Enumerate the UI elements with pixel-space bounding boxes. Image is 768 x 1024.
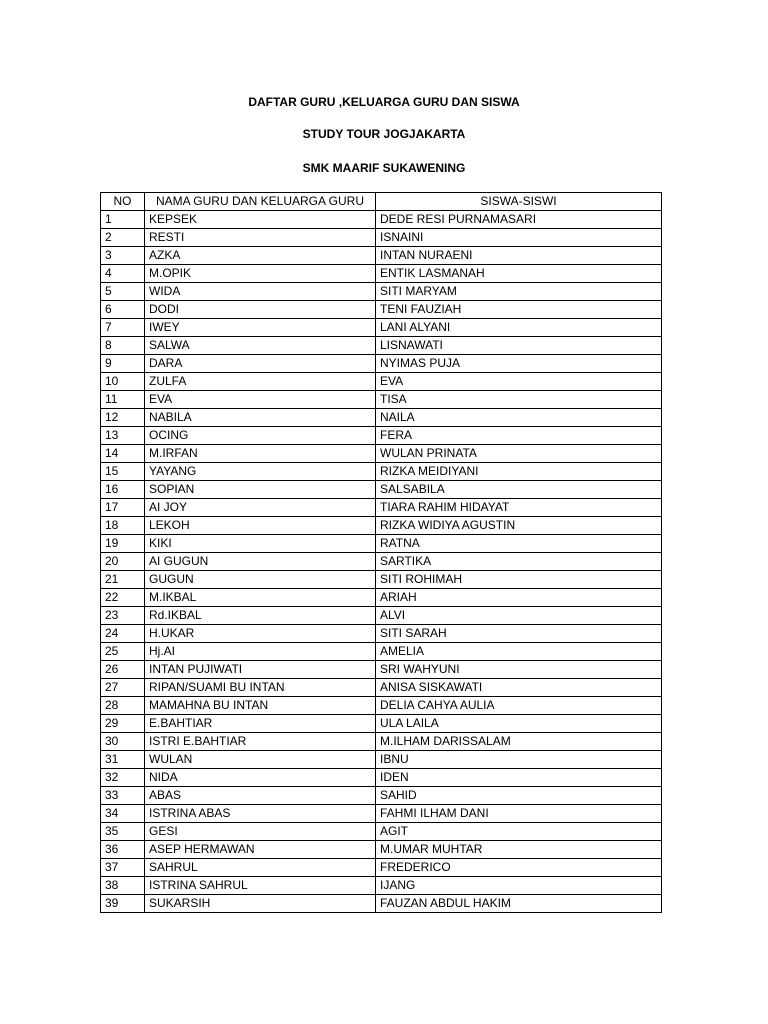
siswa-name-cell: SAHID (376, 787, 662, 805)
table-row (101, 319, 662, 337)
table-header-row (101, 193, 662, 211)
siswa-name-cell: SALSABILA (376, 481, 662, 499)
table-row (101, 661, 662, 679)
siswa-name-cell: M.ILHAM DARISSALAM (376, 733, 662, 751)
table-row (101, 859, 662, 877)
table-row (101, 823, 662, 841)
siswa-name-cell: IBNU (376, 751, 662, 769)
row-number-cell: 8 (101, 337, 145, 355)
table-row (101, 679, 662, 697)
table-row (101, 229, 662, 247)
guru-name-cell: GESI (145, 823, 376, 841)
table-row (101, 301, 662, 319)
table-row (101, 283, 662, 301)
siswa-name-cell: SARTIKA (376, 553, 662, 571)
siswa-name-cell: ENTIK LASMANAH (376, 265, 662, 283)
siswa-name-cell: ULA LAILA (376, 715, 662, 733)
guru-name-cell: ABAS (145, 787, 376, 805)
table-row (101, 715, 662, 733)
siswa-name-cell: RIZKA WIDIYA AGUSTIN (376, 517, 662, 535)
row-number-cell: 7 (101, 319, 145, 337)
row-number-cell: 2 (101, 229, 145, 247)
table-row (101, 769, 662, 787)
row-number-cell: 16 (101, 481, 145, 499)
guru-name-cell: KIKI (145, 535, 376, 553)
siswa-name-cell: FREDERICO (376, 859, 662, 877)
guru-name-cell: YAYANG (145, 463, 376, 481)
guru-name-cell: ISTRINA ABAS (145, 805, 376, 823)
row-number-cell: 3 (101, 247, 145, 265)
table-row (101, 391, 662, 409)
row-number-cell: 10 (101, 373, 145, 391)
table-row (101, 211, 662, 229)
table-row (101, 535, 662, 553)
column-header-siswa: SISWA-SISWI (376, 193, 662, 211)
row-number-cell: 17 (101, 499, 145, 517)
table-row (101, 805, 662, 823)
row-number-cell: 32 (101, 769, 145, 787)
table-row (101, 697, 662, 715)
siswa-name-cell: NYIMAS PUJA (376, 355, 662, 373)
guru-name-cell: RESTI (145, 229, 376, 247)
row-number-cell: 31 (101, 751, 145, 769)
table-row (101, 589, 662, 607)
siswa-name-cell: TENI FAUZIAH (376, 301, 662, 319)
siswa-name-cell: NAILA (376, 409, 662, 427)
row-number-cell: 18 (101, 517, 145, 535)
guru-name-cell: ZULFA (145, 373, 376, 391)
table-row (101, 427, 662, 445)
siswa-name-cell: SITI MARYAM (376, 283, 662, 301)
siswa-name-cell: M.UMAR MUHTAR (376, 841, 662, 859)
row-number-cell: 39 (101, 895, 145, 913)
row-number-cell: 24 (101, 625, 145, 643)
table-row (101, 355, 662, 373)
table-row (101, 841, 662, 859)
table-row (101, 499, 662, 517)
siswa-name-cell: ANISA SISKAWATI (376, 679, 662, 697)
table-row (101, 337, 662, 355)
guru-name-cell: LEKOH (145, 517, 376, 535)
table-body (101, 211, 662, 913)
row-number-cell: 11 (101, 391, 145, 409)
siswa-name-cell: WULAN PRINATA (376, 445, 662, 463)
guru-name-cell: MAMAHNA BU INTAN (145, 697, 376, 715)
siswa-name-cell: TISA (376, 391, 662, 409)
row-number-cell: 28 (101, 697, 145, 715)
guru-name-cell: WIDA (145, 283, 376, 301)
row-number-cell: 23 (101, 607, 145, 625)
row-number-cell: 22 (101, 589, 145, 607)
table-row (101, 571, 662, 589)
row-number-cell: 14 (101, 445, 145, 463)
column-header-guru: NAMA GURU DAN KELUARGA GURU (145, 193, 376, 211)
row-number-cell: 19 (101, 535, 145, 553)
guru-name-cell: NIDA (145, 769, 376, 787)
row-number-cell: 5 (101, 283, 145, 301)
table-row (101, 517, 662, 535)
siswa-name-cell: AMELIA (376, 643, 662, 661)
guru-name-cell: M.IRFAN (145, 445, 376, 463)
row-number-cell: 4 (101, 265, 145, 283)
guru-name-cell: KEPSEK (145, 211, 376, 229)
siswa-name-cell: EVA (376, 373, 662, 391)
siswa-name-cell: SRI WAHYUNI (376, 661, 662, 679)
siswa-name-cell: SITI SARAH (376, 625, 662, 643)
guru-name-cell: AI GUGUN (145, 553, 376, 571)
row-number-cell: 20 (101, 553, 145, 571)
siswa-name-cell: ALVI (376, 607, 662, 625)
row-number-cell: 38 (101, 877, 145, 895)
siswa-name-cell: ISNAINI (376, 229, 662, 247)
table-row (101, 373, 662, 391)
siswa-name-cell: FERA (376, 427, 662, 445)
siswa-name-cell: TIARA RAHIM HIDAYAT (376, 499, 662, 517)
guru-name-cell: ASEP HERMAWAN (145, 841, 376, 859)
guru-name-cell: AI JOY (145, 499, 376, 517)
guru-name-cell: RIPAN/SUAMI BU INTAN (145, 679, 376, 697)
siswa-name-cell: DEDE RESI PURNAMASARI (376, 211, 662, 229)
guru-name-cell: Hj.AI (145, 643, 376, 661)
row-number-cell: 29 (101, 715, 145, 733)
siswa-name-cell: SITI ROHIMAH (376, 571, 662, 589)
siswa-name-cell: ARIAH (376, 589, 662, 607)
table-row (101, 607, 662, 625)
table-row (101, 751, 662, 769)
column-header-no: NO (101, 193, 145, 211)
row-number-cell: 15 (101, 463, 145, 481)
guru-name-cell: H.UKAR (145, 625, 376, 643)
siswa-name-cell: LANI ALYANI (376, 319, 662, 337)
row-number-cell: 12 (101, 409, 145, 427)
row-number-cell: 33 (101, 787, 145, 805)
row-number-cell: 34 (101, 805, 145, 823)
table-row (101, 463, 662, 481)
table-row (101, 895, 662, 913)
guru-name-cell: WULAN (145, 751, 376, 769)
row-number-cell: 1 (101, 211, 145, 229)
participant-table (100, 192, 662, 913)
guru-name-cell: SAHRUL (145, 859, 376, 877)
row-number-cell: 36 (101, 841, 145, 859)
siswa-name-cell: INTAN NURAENI (376, 247, 662, 265)
siswa-name-cell: FAUZAN ABDUL HAKIM (376, 895, 662, 913)
row-number-cell: 26 (101, 661, 145, 679)
siswa-name-cell: LISNAWATI (376, 337, 662, 355)
guru-name-cell: E.BAHTIAR (145, 715, 376, 733)
guru-name-cell: SUKARSIH (145, 895, 376, 913)
siswa-name-cell: DELIA CAHYA AULIA (376, 697, 662, 715)
table-row (101, 643, 662, 661)
table-row (101, 247, 662, 265)
guru-name-cell: SALWA (145, 337, 376, 355)
row-number-cell: 13 (101, 427, 145, 445)
guru-name-cell: DODI (145, 301, 376, 319)
siswa-name-cell: AGIT (376, 823, 662, 841)
table-row (101, 625, 662, 643)
table-row (101, 481, 662, 499)
siswa-name-cell: FAHMI ILHAM DANI (376, 805, 662, 823)
row-number-cell: 27 (101, 679, 145, 697)
table-row (101, 733, 662, 751)
guru-name-cell: NABILA (145, 409, 376, 427)
document-subtitle: STUDY TOUR JOGJAKARTA (302, 127, 466, 141)
table-row (101, 877, 662, 895)
guru-name-cell: IWEY (145, 319, 376, 337)
table-row (101, 265, 662, 283)
guru-name-cell: OCING (145, 427, 376, 445)
document-title: DAFTAR GURU ,KELUARGA GURU DAN SISWA (248, 95, 520, 109)
siswa-name-cell: IJANG (376, 877, 662, 895)
row-number-cell: 9 (101, 355, 145, 373)
guru-name-cell: INTAN PUJIWATI (145, 661, 376, 679)
siswa-name-cell: RATNA (376, 535, 662, 553)
guru-name-cell: ISTRI E.BAHTIAR (145, 733, 376, 751)
guru-name-cell: SOPIAN (145, 481, 376, 499)
row-number-cell: 37 (101, 859, 145, 877)
guru-name-cell: M.IKBAL (145, 589, 376, 607)
siswa-name-cell: RIZKA MEIDIYANI (376, 463, 662, 481)
row-number-cell: 6 (101, 301, 145, 319)
table-row (101, 409, 662, 427)
guru-name-cell: DARA (145, 355, 376, 373)
row-number-cell: 30 (101, 733, 145, 751)
siswa-name-cell: IDEN (376, 769, 662, 787)
row-number-cell: 21 (101, 571, 145, 589)
table-row (101, 553, 662, 571)
guru-name-cell: GUGUN (145, 571, 376, 589)
guru-name-cell: Rd.IKBAL (145, 607, 376, 625)
school-name: SMK MAARIF SUKAWENING (302, 161, 466, 175)
guru-name-cell: AZKA (145, 247, 376, 265)
row-number-cell: 25 (101, 643, 145, 661)
table-row (101, 787, 662, 805)
guru-name-cell: EVA (145, 391, 376, 409)
guru-name-cell: ISTRINA SAHRUL (145, 877, 376, 895)
guru-name-cell: M.OPIK (145, 265, 376, 283)
row-number-cell: 35 (101, 823, 145, 841)
table-row (101, 445, 662, 463)
